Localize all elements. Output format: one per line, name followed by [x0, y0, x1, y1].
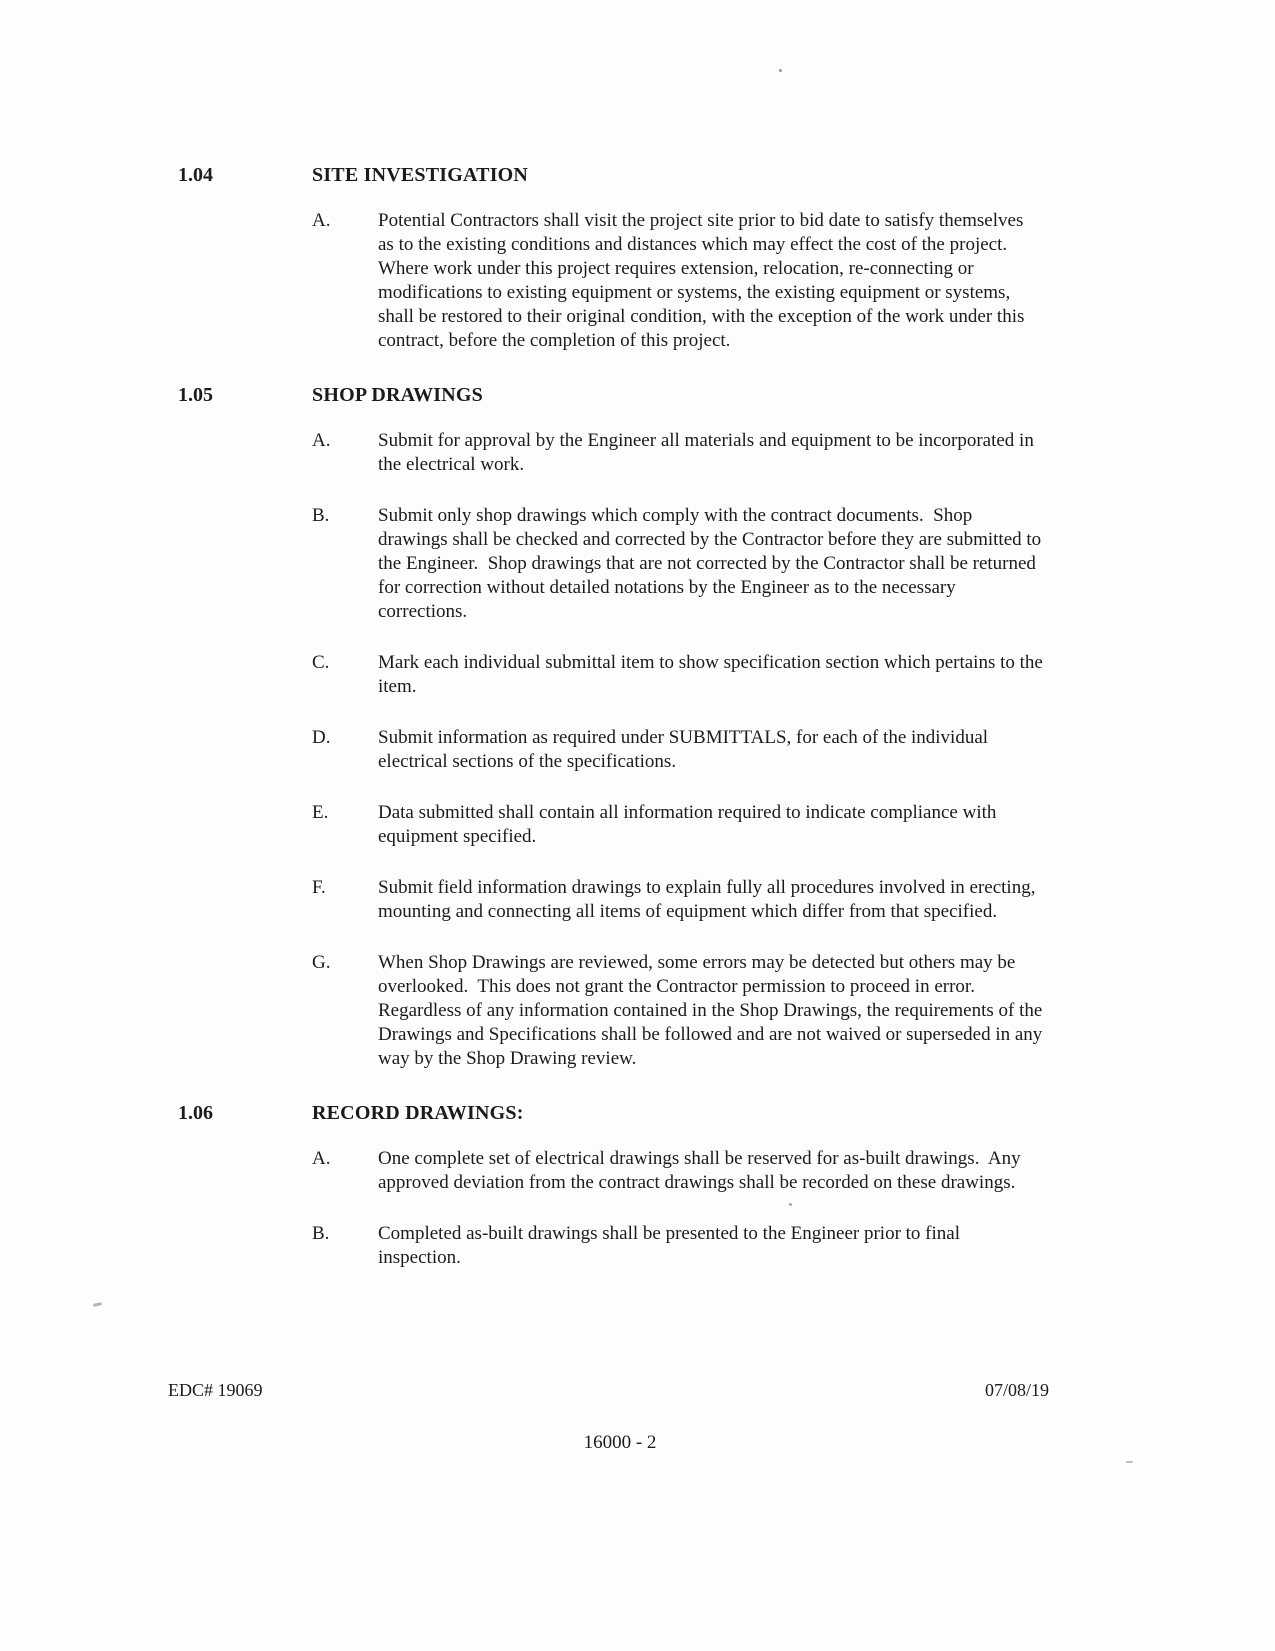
section-number: 1.06 — [178, 1102, 213, 1124]
scan-speck — [779, 69, 782, 72]
section-heading — [178, 383, 1275, 407]
scan-speck — [789, 1203, 792, 1206]
section-heading — [178, 1101, 1275, 1125]
item-text: Potential Contractors shall visit the project site prior to bid date to satisfy themselves as to the existing conditions and distances which may effect the cost of the project. Where work under this project requires extension, relocation, re-connecting or modifications to existing equipment or systems, the existing equipment or systems, shall be restored to their original condition, with the exception of the work under this contract, before the completion of this project. — [378, 210, 1030, 351]
list-item — [312, 801, 1275, 849]
section-number: 1.04 — [178, 164, 213, 186]
item-letter: C. — [312, 652, 330, 673]
list-item — [312, 209, 1275, 353]
list-item — [312, 951, 1275, 1071]
section-site-investigation — [178, 163, 1275, 353]
scan-speck — [1126, 1461, 1133, 1463]
item-letter: A. — [312, 430, 331, 451]
item-letter: F. — [312, 877, 326, 898]
footer-page-number: 16000 - 2 — [583, 1432, 657, 1453]
item-text: One complete set of electrical drawings shall be reserved for as-built drawings. Any approved deviation from the contract drawings shall be recorded on these drawings. — [378, 1148, 1026, 1193]
list-item — [312, 651, 1275, 699]
list-item — [312, 1222, 1275, 1270]
item-letter: E. — [312, 802, 329, 823]
item-letter: B. — [312, 505, 330, 526]
list-item — [312, 876, 1275, 924]
item-text: Completed as-built drawings shall be presented to the Engineer prior to final inspection. — [378, 1223, 965, 1268]
list-item — [312, 1147, 1275, 1195]
footer-document-id: EDC# 19069 — [168, 1380, 263, 1400]
item-text: Submit information as required under SUBMITTALS, for each of the individual electrical sections of the specifications. — [378, 727, 993, 772]
item-letter: A. — [312, 210, 331, 231]
list-item — [312, 504, 1275, 624]
list-item — [312, 429, 1275, 477]
section-number: 1.05 — [178, 384, 213, 406]
item-text: Submit only shop drawings which comply with the contract documents. Shop drawings shall be checked and corrected by the Contractor before they are submitted to the Engineer. Shop drawings that are not corrected by the Contractor shall be returned for correction without detailed notations by the Engineer as to the necessary corrections. — [378, 505, 1046, 622]
item-letter: B. — [312, 1223, 330, 1244]
item-letter: A. — [312, 1148, 331, 1169]
section-heading — [178, 163, 1275, 187]
list-item — [312, 726, 1275, 774]
section-title: SHOP DRAWINGS — [312, 384, 483, 406]
item-letter: D. — [312, 727, 331, 748]
item-text: Submit field information drawings to explain fully all procedures involved in erecting, mounting and connecting all items of equipment which differ from that specified. — [378, 877, 1041, 922]
item-letter: G. — [312, 952, 331, 973]
item-text: Submit for approval by the Engineer all materials and equipment to be incorporated in the electrical work. — [378, 430, 1039, 475]
section-title: SITE INVESTIGATION — [312, 164, 529, 186]
section-record-drawings — [178, 1101, 1275, 1270]
item-text: When Shop Drawings are reviewed, some errors may be detected but others may be overlooked. This does not grant the Contractor permission to proceed in error. Regardless of any information contained in the Shop Drawings, the requirements of the Drawings and Specifications shall be followed and are not waived or superseded in any way by the Shop Drawing review. — [378, 952, 1048, 1069]
item-text: Data submitted shall contain all information required to indicate compliance with equipment specified. — [378, 802, 1002, 847]
section-shop-drawings — [178, 383, 1275, 1071]
scan-speck — [93, 1302, 102, 1307]
item-text: Mark each individual submittal item to show specification section which pertains to the item. — [378, 652, 1048, 697]
section-title: RECORD DRAWINGS: — [312, 1102, 524, 1124]
footer-date: 07/08/19 — [985, 1380, 1050, 1400]
